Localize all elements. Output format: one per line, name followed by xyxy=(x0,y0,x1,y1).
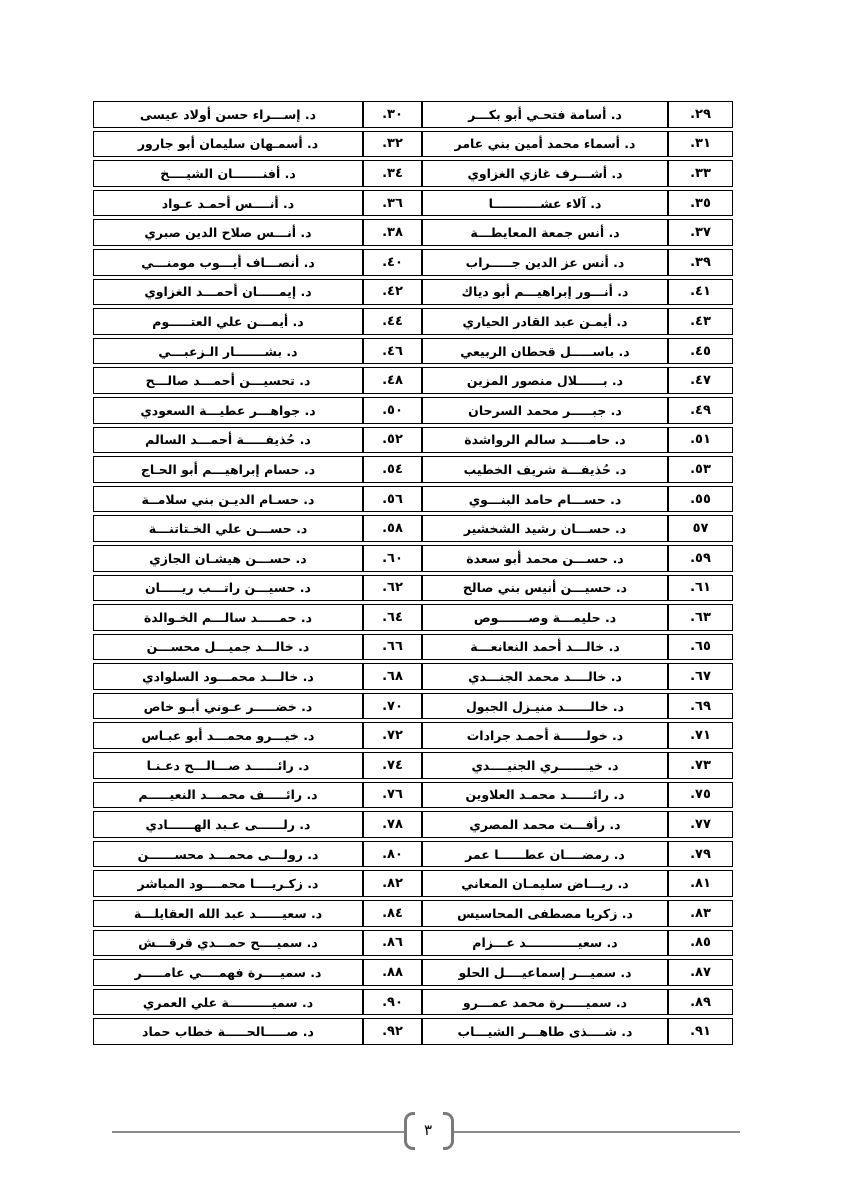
entry-number-cell: ٥٩. xyxy=(668,545,733,572)
entry-name-cell: د. جبـــــر محمد السرحان xyxy=(422,397,668,424)
entry-number-cell: ٦٦. xyxy=(363,634,422,661)
entry-number-cell: ٧٢. xyxy=(363,722,422,749)
entry-name-cell: د. جواهـــر عطيـــة السعودي xyxy=(93,397,363,424)
entry-name-cell: د. رلــــــى عـبد الهــــــادي xyxy=(93,811,363,838)
table-row xyxy=(93,515,733,542)
entry-name-cell: د. خالـــد جميـــل محســـن xyxy=(93,634,363,661)
footer-rule-right xyxy=(454,1131,740,1133)
entry-name-cell: د. رائــــــد محمـد العلاوين xyxy=(422,782,668,809)
table-row xyxy=(93,959,733,986)
entry-name-cell: د. سميـــر إسماعيــــل الحلو xyxy=(422,959,668,986)
entry-number-cell: ٨٠. xyxy=(363,841,422,868)
footer-rule-left xyxy=(112,1131,404,1133)
table-row xyxy=(93,367,733,394)
entry-name-cell: د. أنـــس صلاح الدين صبري xyxy=(93,219,363,246)
entry-name-cell: د. سعيــــــد عبد الله العقايلـــة xyxy=(93,900,363,927)
entry-name-cell: د. زكـريــــا محمــــود المباشر xyxy=(93,870,363,897)
entry-name-cell: د. سميــــــــــة علي العمري xyxy=(93,989,363,1016)
entry-number-cell: ٧٦. xyxy=(363,782,422,809)
entry-name-cell: د. إيمـــــان أحمـــد الغزاوي xyxy=(93,279,363,306)
table-row xyxy=(93,1018,733,1045)
table-row xyxy=(93,663,733,690)
entry-name-cell: د. حسيـــن أنيس بني صالح xyxy=(422,575,668,602)
entry-number-cell: ٥٤. xyxy=(363,456,422,483)
table-row xyxy=(93,989,733,1016)
entry-number-cell: ٦٢. xyxy=(363,575,422,602)
table-row xyxy=(93,604,733,631)
entry-number-cell: ٨٤. xyxy=(363,900,422,927)
entry-name-cell: د. رمضــــان عطــــــا عمر xyxy=(422,841,668,868)
entry-name-cell: د. إســـراء حسن أولاد عيسى xyxy=(93,101,363,128)
entry-number-cell: ٤٩. xyxy=(668,397,733,424)
entry-name-cell: د. سميــــح حمـــدي قرقـــش xyxy=(93,930,363,957)
entry-name-cell: د. باســـــل قحطان الربيعي xyxy=(422,338,668,365)
entry-name-cell: د. خالـــد محمـــود السلوادي xyxy=(93,663,363,690)
entry-name-cell: د. سميـــــرة محمد عمـــرو xyxy=(422,989,668,1016)
entry-name-cell: د. أيمـن عبد القادر الحياري xyxy=(422,308,668,335)
entry-name-cell: د. أسمـهان سليمان أبو جارور xyxy=(93,131,363,158)
entry-name-cell: د. شــــذى طاهـــر الشيـــاب xyxy=(422,1018,668,1045)
table-row xyxy=(93,752,733,779)
entry-name-cell: د. أسماء محمد أمين بني عامر xyxy=(422,131,668,158)
entry-number-cell: ٣٠. xyxy=(363,101,422,128)
table-row xyxy=(93,722,733,749)
entry-number-cell: ٤٣. xyxy=(668,308,733,335)
entry-number-cell: ٧٧. xyxy=(668,811,733,838)
entry-name-cell: د. رائــــــد صـــالـــح دعـنـا xyxy=(93,752,363,779)
entry-number-cell: ٤٥. xyxy=(668,338,733,365)
entry-number-cell: ٣٤. xyxy=(363,160,422,187)
entry-name-cell: د. أنس جمعة المعايطـــة xyxy=(422,219,668,246)
entry-name-cell: د. أشـــرف غازي الغزاوي xyxy=(422,160,668,187)
entry-number-cell: ٥٥. xyxy=(668,486,733,513)
entry-number-cell: ٦٩. xyxy=(668,693,733,720)
table-row xyxy=(93,841,733,868)
table-row xyxy=(93,575,733,602)
entry-number-cell: ٣٢. xyxy=(363,131,422,158)
entry-number-cell: ٣٥. xyxy=(668,190,733,217)
entry-number-cell: ٣٧. xyxy=(668,219,733,246)
entry-name-cell: د. حســـام حامد البنـــوي xyxy=(422,486,668,513)
entry-name-cell: د. أنــــس أحمـد عـواد xyxy=(93,190,363,217)
table-row xyxy=(93,249,733,276)
entry-name-cell: د. سميــــرة فهمــــي عامـــــر xyxy=(93,959,363,986)
entry-number-cell: ٦٨. xyxy=(363,663,422,690)
table-row xyxy=(93,782,733,809)
table-row xyxy=(93,486,733,513)
roster-table xyxy=(93,98,733,1048)
entry-name-cell: د. حمـــــد سالـــم الخـوالدة xyxy=(93,604,363,631)
table-row xyxy=(93,811,733,838)
table-row xyxy=(93,870,733,897)
entry-name-cell: د. سعيــــــــــــد عـــزام xyxy=(422,930,668,957)
entry-name-cell: د. بشـــــــار الـزعبـــي xyxy=(93,338,363,365)
entry-name-cell: د. زكريا مصطفى المحاسيس xyxy=(422,900,668,927)
entry-name-cell: د. أيمـــن علي العتـــــوم xyxy=(93,308,363,335)
entry-name-cell: د. خيـــرو محمـــد أبو عبـاس xyxy=(93,722,363,749)
entry-number-cell: ٦٧. xyxy=(668,663,733,690)
table-row xyxy=(93,545,733,572)
entry-number-cell: ٥٨. xyxy=(363,515,422,542)
entry-number-cell: ٥٦. xyxy=(363,486,422,513)
entry-number-cell: ٦٠. xyxy=(363,545,422,572)
table-row xyxy=(93,101,733,128)
entry-name-cell: د. خالــــد محمد الجنـــدي xyxy=(422,663,668,690)
footer-bracket-right-icon xyxy=(443,1112,454,1150)
entry-name-cell: د. خولــــــة أحمـد جرادات xyxy=(422,722,668,749)
entry-name-cell: د. حســـن محمد أبو سعدة xyxy=(422,545,668,572)
entry-name-cell: د. صـــــالحـــــة خطاب حماد xyxy=(93,1018,363,1045)
entry-number-cell: ٣٣. xyxy=(668,160,733,187)
table-row xyxy=(93,900,733,927)
entry-name-cell: د. أسامة فتحـي أبو بكـــر xyxy=(422,101,668,128)
entry-name-cell: د. حليمـــة وصـــــــوص xyxy=(422,604,668,631)
entry-name-cell: د. أنـــور إبراهيـــم أبو دياك xyxy=(422,279,668,306)
entry-number-cell: ٨٣. xyxy=(668,900,733,927)
table-row xyxy=(93,279,733,306)
entry-number-cell: ٥٢. xyxy=(363,427,422,454)
entry-number-cell: ٩٢. xyxy=(363,1018,422,1045)
entry-name-cell: د. ريـــاض سليمـان المعاني xyxy=(422,870,668,897)
entry-number-cell: ٨١. xyxy=(668,870,733,897)
entry-name-cell: د. حســـان رشيد الشخشير xyxy=(422,515,668,542)
table-row xyxy=(93,397,733,424)
entry-name-cell: د. تحسيـــن أحمـــد صالـــح xyxy=(93,367,363,394)
entry-number-cell: ٨٥. xyxy=(668,930,733,957)
table-row xyxy=(93,190,733,217)
entry-number-cell: ٣١. xyxy=(668,131,733,158)
entry-number-cell: ٧٠. xyxy=(363,693,422,720)
entry-name-cell: د. خالـــد أحمد النعانعـــة xyxy=(422,634,668,661)
entry-number-cell: ٣٨. xyxy=(363,219,422,246)
entry-name-cell: د. حسـام الديـن بني سلامــة xyxy=(93,486,363,513)
entry-number-cell: ٦٣. xyxy=(668,604,733,631)
entry-number-cell: ٦١. xyxy=(668,575,733,602)
entry-number-cell: ٨٢. xyxy=(363,870,422,897)
table-row xyxy=(93,131,733,158)
entry-name-cell: د. آلاء عشـــــــــــا xyxy=(422,190,668,217)
entry-name-cell: د. حسام إبراهيـــم أبو الحـاج xyxy=(93,456,363,483)
entry-number-cell: ٤٠. xyxy=(363,249,422,276)
entry-number-cell: ٨٦. xyxy=(363,930,422,957)
entry-number-cell: ٣٩. xyxy=(668,249,733,276)
entry-number-cell: ٨٧. xyxy=(668,959,733,986)
entry-number-cell: ٧٨. xyxy=(363,811,422,838)
entry-number-cell: ٤٨. xyxy=(363,367,422,394)
entry-number-cell: ٧٩. xyxy=(668,841,733,868)
table-row xyxy=(93,160,733,187)
entry-number-cell: ٤١. xyxy=(668,279,733,306)
entry-number-cell: ٣٦. xyxy=(363,190,422,217)
entry-number-cell: ٧٥. xyxy=(668,782,733,809)
entry-number-cell: ٥٠. xyxy=(363,397,422,424)
entry-name-cell: د. أفنـــــــان الشيــــخ xyxy=(93,160,363,187)
entry-name-cell: د. أنصـــاف أيـــوب مومنـــي xyxy=(93,249,363,276)
entry-number-cell: ٤٢. xyxy=(363,279,422,306)
table-row xyxy=(93,634,733,661)
entry-number-cell: ٥٣. xyxy=(668,456,733,483)
entry-number-cell: ٧١. xyxy=(668,722,733,749)
entry-number-cell: ٢٩. xyxy=(668,101,733,128)
entry-name-cell: د. خالــــــد منيـزل الجبول xyxy=(422,693,668,720)
entry-name-cell: د. حســـن هيشـان الجازي xyxy=(93,545,363,572)
entry-name-cell: د. حامـــــد سالم الرواشدة xyxy=(422,427,668,454)
table-row xyxy=(93,308,733,335)
entry-number-cell: ٧٣. xyxy=(668,752,733,779)
entry-name-cell: د. حســـن علي الخـتاتنـــة xyxy=(93,515,363,542)
entry-name-cell: د. رائـــــف محمـــد النعيـــــم xyxy=(93,782,363,809)
entry-name-cell: د. خضـــــر عـوني أبـو خاص xyxy=(93,693,363,720)
table-row xyxy=(93,338,733,365)
entry-number-cell: ٤٤. xyxy=(363,308,422,335)
page-number: ٣ xyxy=(423,1121,433,1139)
entry-name-cell: د. خيـــــــري الجنيــــدي xyxy=(422,752,668,779)
table-row xyxy=(93,219,733,246)
entry-number-cell: ٦٤. xyxy=(363,604,422,631)
entry-name-cell: د. رولـــى محمـــد محســــــن xyxy=(93,841,363,868)
table-row xyxy=(93,456,733,483)
entry-number-cell: ٩٠. xyxy=(363,989,422,1016)
entry-number-cell: ٨٩. xyxy=(668,989,733,1016)
entry-name-cell: د. حُذيفـــــة أحمـــد السالم xyxy=(93,427,363,454)
entry-name-cell: د. حسيـــن راتـــب ريـــــان xyxy=(93,575,363,602)
entry-number-cell: ٩١. xyxy=(668,1018,733,1045)
entry-number-cell: ٥٧ xyxy=(668,515,733,542)
entry-number-cell: ٤٦. xyxy=(363,338,422,365)
entry-number-cell: ٧٤. xyxy=(363,752,422,779)
entry-name-cell: د. أنس عز الدين جـــــراب xyxy=(422,249,668,276)
table-row xyxy=(93,427,733,454)
entry-number-cell: ٥١. xyxy=(668,427,733,454)
table-row xyxy=(93,693,733,720)
entry-name-cell: د. رأفـــت محمد المصري xyxy=(422,811,668,838)
table-row xyxy=(93,930,733,957)
entry-number-cell: ٦٥. xyxy=(668,634,733,661)
roster-body xyxy=(93,101,733,1045)
entry-number-cell: ٨٨. xyxy=(363,959,422,986)
page-footer xyxy=(0,1108,850,1158)
entry-number-cell: ٤٧. xyxy=(668,367,733,394)
entry-name-cell: د. حُذيفـــة شريف الخطيب xyxy=(422,456,668,483)
entry-name-cell: د. بــــــلال منصور المزين xyxy=(422,367,668,394)
